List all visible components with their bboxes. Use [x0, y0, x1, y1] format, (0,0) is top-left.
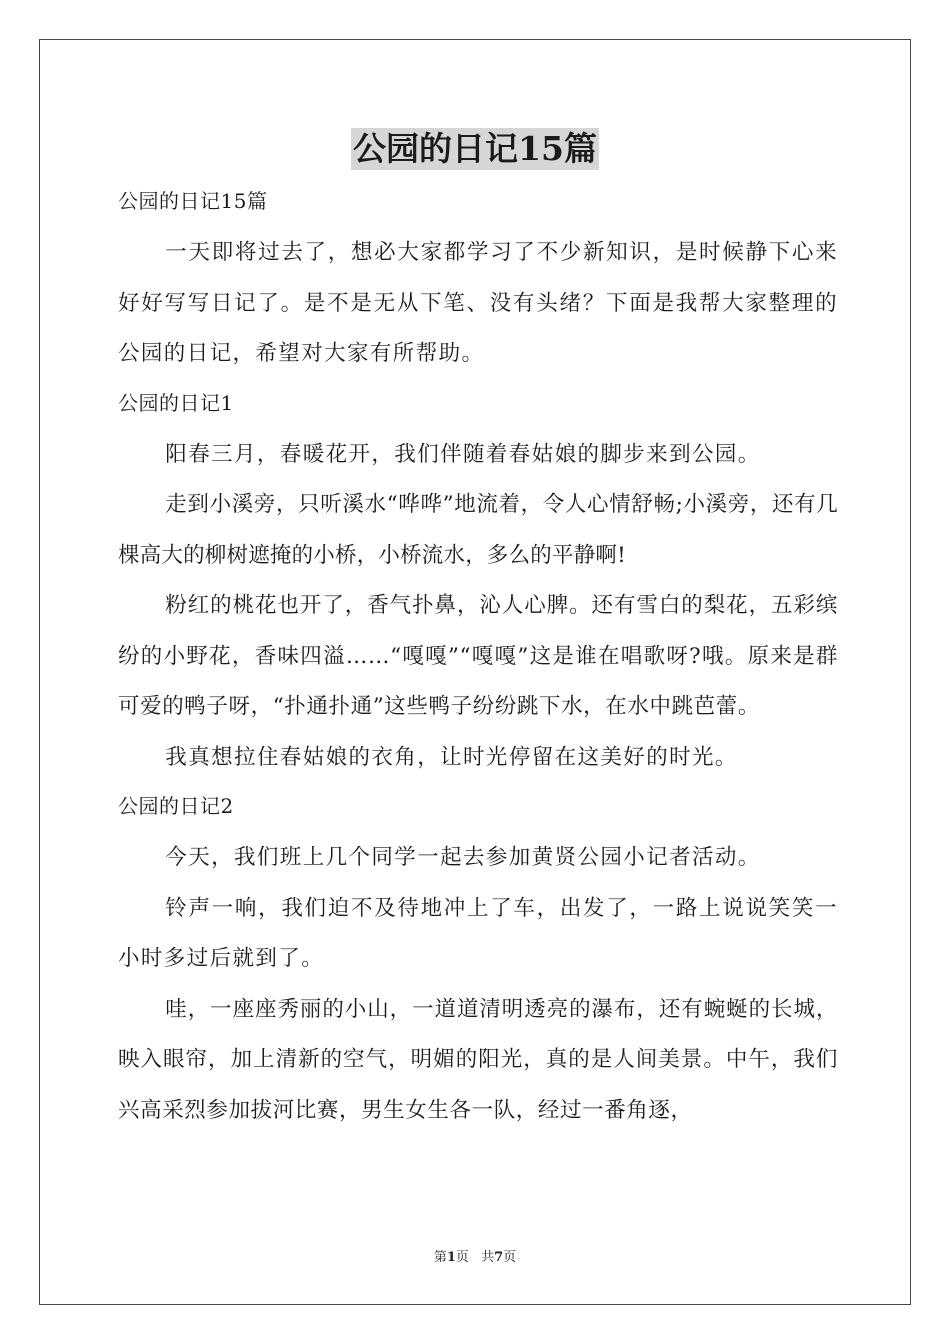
- intro-heading: 公园的日记15篇: [118, 189, 268, 213]
- page-number: 第1页: [433, 1250, 469, 1265]
- document-title-text: 公园的日记15篇: [353, 129, 597, 168]
- diary2-paragraph-3: 哇，一座座秀丽的小山，一道道清明透亮的瀑布，还有蜿蜒的长城，映入眼帘，加上清新的空气，明媚的阳光，真的是人间美景。中午，我们兴高采烈参加拔河比赛，男生女生各一队，经过一番角逐，: [118, 996, 838, 1123]
- diary2-paragraph-1: 今天，我们班上几个同学一起去参加黄贤公园小记者活动。: [165, 845, 761, 870]
- document-body: [118, 178, 838, 1136]
- diary2-paragraph-2: 铃声一响，我们迫不及待地冲上了车，出发了，一路上说说笑笑一小时多过后就到了。: [118, 895, 838, 971]
- diary1-paragraph-4: 我真想拉住春姑娘的衣角，让时光停留在这美好的时光。: [165, 744, 738, 770]
- document-title: [0, 128, 950, 172]
- intro-paragraph: 一天即将过去了，想必大家都学习了不少新知识，是时候静下心来好好写写日记了。是不是无从下笔、没有头绪？下面是我帮大家整理的公园的日记，希望对大家有所帮助。: [118, 240, 838, 366]
- diary1-paragraph-2: 走到小溪旁，只听溪水“哗哗”地流着，令人心情舒畅;小溪旁，还有几棵高大的柳树遮掩的小桥，小桥流水，多么的平静啊!: [118, 492, 838, 568]
- diary1-paragraph-1: 阳春三月，春暖花开，我们伴随着春姑娘的脚步来到公园。: [165, 441, 761, 467]
- page-footer: [0, 1246, 950, 1265]
- diary1-paragraph-3: 粉红的桃花也开了，香气扑鼻，沁人心脾。还有雪白的梨花，五彩缤纷的小野花，香味四溢……“嘎嘎”“嘎嘎”这是谁在唱歌呀?哦。原来是群可爱的鸭子呀，“扑通扑通”这些鸭子纷纷跳下水，在水中跳芭蕾。: [118, 593, 838, 719]
- diary2-heading: 公园的日记2: [118, 794, 234, 818]
- page-total: 共7页: [481, 1250, 517, 1265]
- diary1-heading: 公园的日记1: [118, 390, 234, 415]
